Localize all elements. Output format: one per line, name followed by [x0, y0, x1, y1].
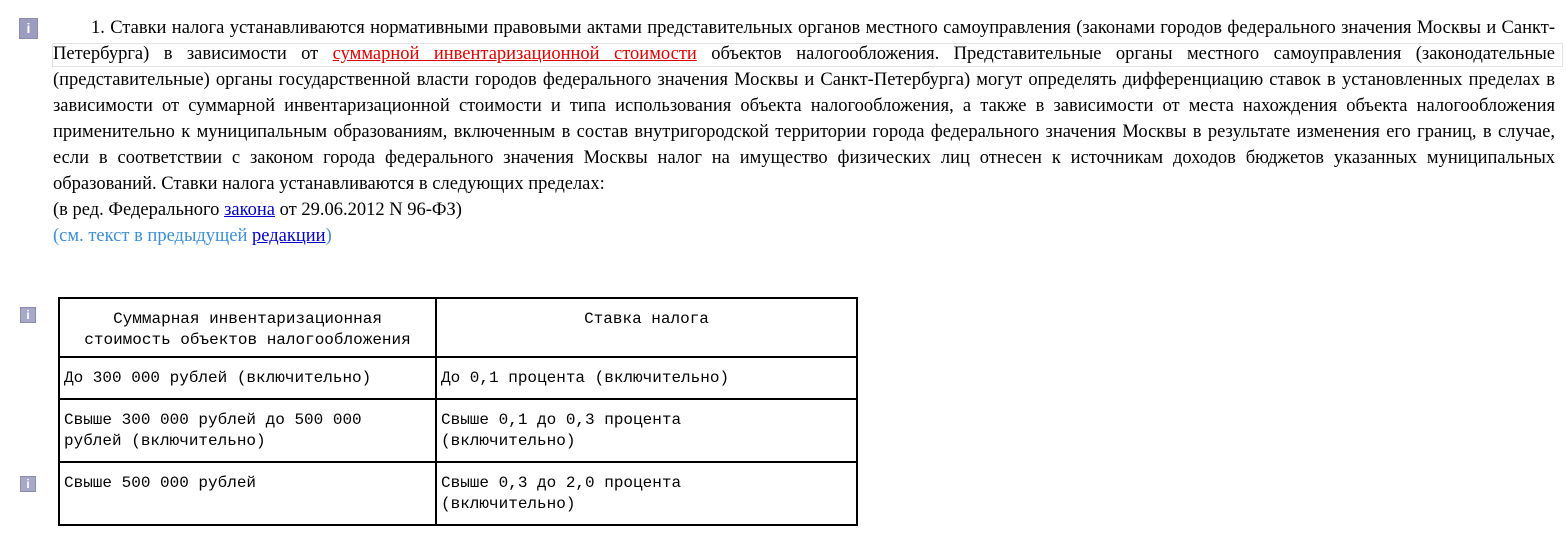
rate-cell	[436, 399, 857, 462]
article-paragraph	[53, 15, 1555, 197]
paragraph-text-part2: объектов налогообложения. Представительные органы местного самоуправления (законодательные (представительные) органы государственной власти городов федерального значения Москвы и Санкт-Петербурга) могут определять дифференциацию ставок в установленных пределах в зависимости от суммарной инвентаризационной стоимости и типа использования объекта налогообложения, а также в зависимости от места нахождения объекта налогообложения применительно к муниципальным образованиям, включенным в состав внутригородской территории города федерального значения Москвы в результате изменения его границ, в случае, если в соответствии с законом города федерального значения Москвы налог на имущество физических лиц отнесен к источникам доходов бюджетов указанных муниципальных образований. Ставки налога устанавливаются в следующих пределах:	[53, 44, 1555, 194]
amendment-prefix: (в ред. Федерального	[53, 200, 225, 220]
header-col2: Ставка налога	[584, 310, 709, 328]
value-line1: Свыше 300 000 рублей до 500 000	[64, 411, 362, 429]
rate-cell	[436, 462, 857, 525]
value-line1: До 300 000 рублей (включительно)	[64, 369, 372, 387]
see-prefix: (см. текст в предыдущей	[53, 226, 253, 246]
info-icon[interactable]: i	[20, 307, 36, 323]
rate-line2: (включительно)	[441, 495, 576, 513]
previous-edition-note	[53, 223, 1555, 249]
table-row	[59, 462, 857, 525]
amendment-note	[53, 197, 1555, 223]
table-row	[59, 357, 857, 399]
value-cell	[59, 462, 436, 525]
rate-cell	[436, 357, 857, 399]
rate-line1: Свыше 0,1 до 0,3 процента	[441, 411, 682, 429]
rate-line1: До 0,1 процента (включительно)	[441, 369, 730, 387]
inventory-value-link[interactable]: суммарной инвентаризационной стоимости	[332, 44, 697, 64]
previous-edition-link[interactable]: редакции	[252, 226, 326, 246]
header-col1-line1: Суммарная инвентаризационная	[113, 310, 382, 328]
rate-line1: Свыше 0,3 до 2,0 процента	[441, 474, 682, 492]
value-line1: Свыше 500 000 рублей	[64, 474, 257, 492]
value-line2: рублей (включительно)	[64, 432, 266, 450]
tax-rates-table	[58, 297, 858, 526]
value-cell	[59, 399, 436, 462]
see-suffix: )	[325, 226, 332, 246]
amendment-suffix: от 29.06.2012 N 96-ФЗ)	[275, 200, 462, 220]
paragraph-text-part1: 1. Ставки налога устанавливаются нормативными правовыми актами представительных органов местного самоуправления (законами городов федерального значения Москвы и Санкт-Петербурга) в зависимости от	[53, 18, 1555, 64]
rate-line2: (включительно)	[441, 432, 576, 450]
article-text	[53, 15, 1555, 249]
info-icon[interactable]: i	[20, 476, 36, 492]
value-cell	[59, 357, 436, 399]
law-link[interactable]: закона	[224, 200, 275, 220]
info-icon[interactable]: i	[19, 18, 38, 39]
table-header-row	[59, 298, 857, 357]
table-row	[59, 399, 857, 462]
header-inventory-value	[59, 298, 436, 357]
header-tax-rate	[436, 298, 857, 357]
header-col1-line2: стоимость объектов налогообложения	[84, 331, 411, 349]
